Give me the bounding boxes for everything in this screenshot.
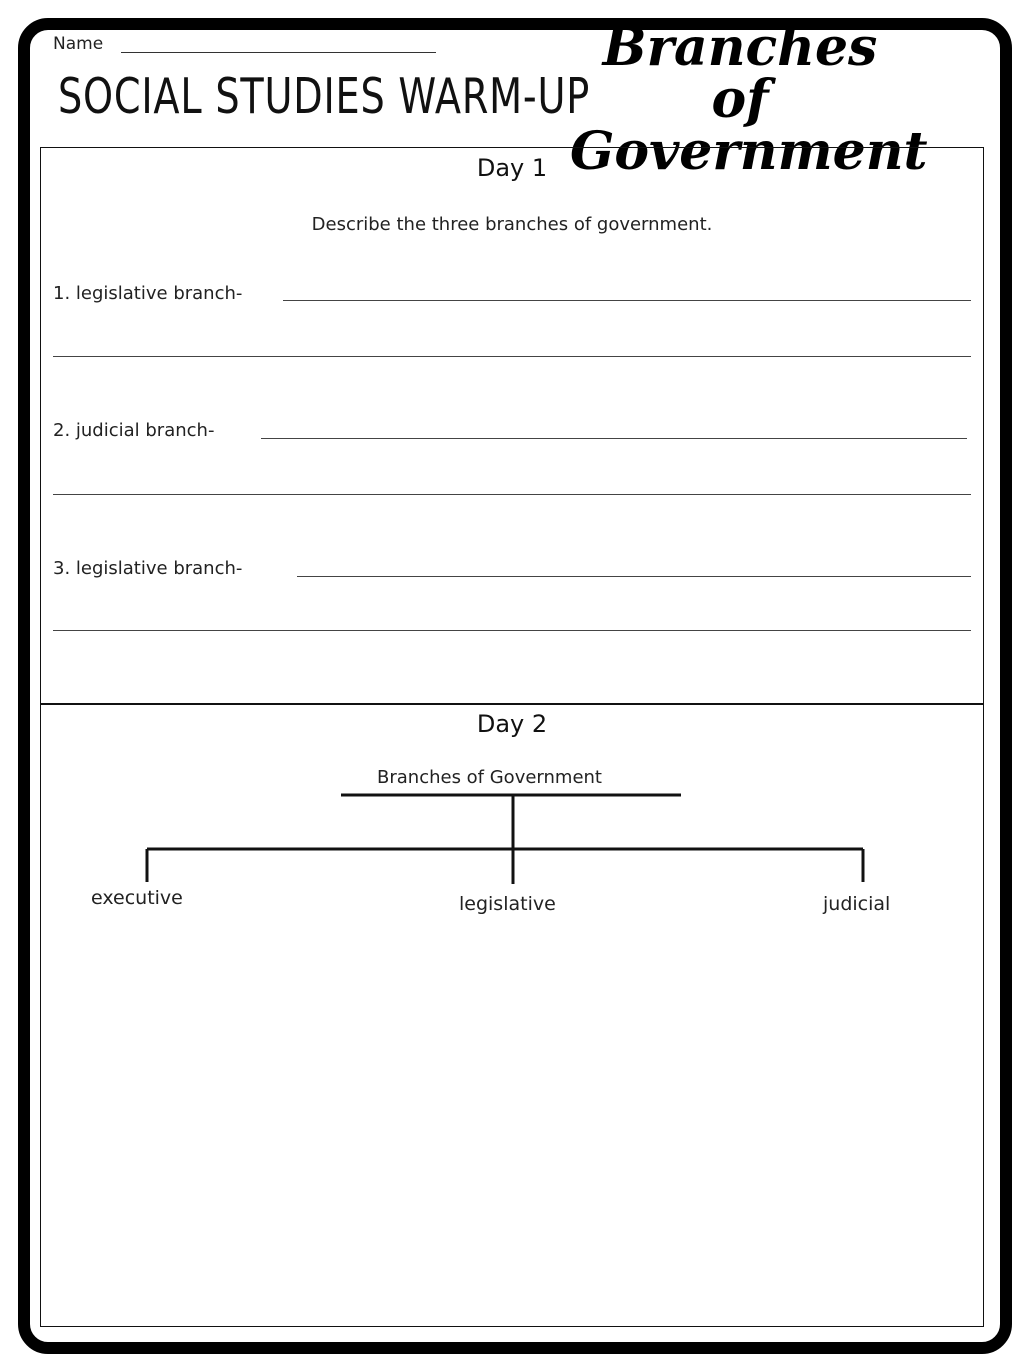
- answer-line-3b[interactable]: [53, 630, 971, 631]
- name-blank[interactable]: [121, 52, 436, 53]
- tree-child-judicial: judicial: [823, 893, 891, 915]
- answer-line-1a[interactable]: [283, 300, 971, 301]
- day1-heading: Day 1: [476, 154, 548, 182]
- answer-line-2b[interactable]: [53, 494, 971, 495]
- day1-prompt: Describe the three branches of government.: [311, 214, 713, 235]
- answer-line-2a[interactable]: [261, 438, 967, 439]
- answer-line-3a[interactable]: [297, 576, 971, 577]
- name-label: Name: [53, 34, 104, 54]
- day2-heading: Day 2: [476, 710, 548, 738]
- day2-section: [40, 703, 984, 1327]
- worksheet-title: SOCIAL STUDIES WARM-UP: [58, 68, 591, 125]
- tree-child-executive: executive: [91, 887, 183, 909]
- topic-title-line2: Government: [570, 121, 928, 182]
- question-2-label: 2. judicial branch-: [53, 420, 215, 441]
- answer-line-1b[interactable]: [53, 356, 971, 357]
- tree-root-label: Branches of Government: [377, 767, 602, 788]
- question-3-label: 3. legislative branch-: [53, 558, 243, 579]
- tree-child-legislative: legislative: [459, 893, 556, 915]
- question-1-label: 1. legislative branch-: [53, 283, 243, 304]
- topic-title-line1: Branches of: [602, 17, 878, 130]
- day1-section: [40, 147, 984, 705]
- tree-connectors: [41, 704, 985, 1004]
